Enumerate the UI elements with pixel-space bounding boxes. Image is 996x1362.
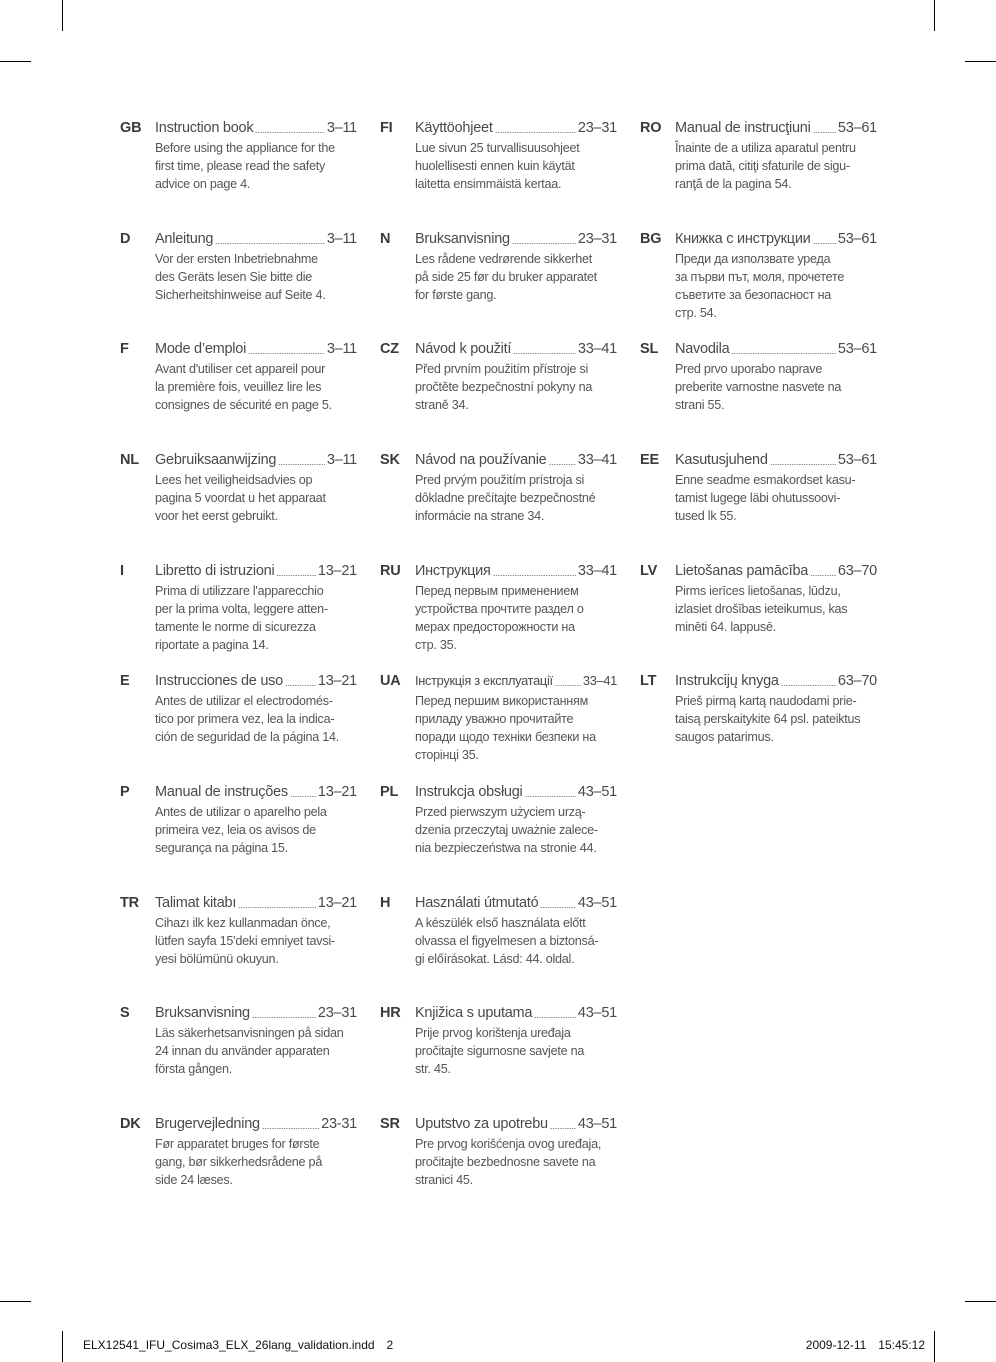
safety-note-line: pagina 5 voordat u het apparaat: [155, 491, 326, 505]
manual-title: Lietošanas pamācība: [675, 563, 809, 579]
page-range: 53–61: [837, 231, 877, 247]
safety-note-line: Před prvním použitím přístroje si: [415, 362, 589, 376]
safety-note-line: tused lk 55.: [675, 509, 737, 523]
safety-note: [675, 250, 844, 322]
page-range: 23-31: [321, 1116, 357, 1132]
safety-note-line: Før apparatet bruges for første: [155, 1137, 320, 1151]
safety-note-line: första gången.: [155, 1062, 233, 1076]
language-code: DK: [120, 1116, 141, 1132]
safety-note: [415, 471, 595, 525]
page-range: 33–41: [582, 673, 617, 688]
page-range: 13–21: [317, 784, 357, 800]
dot-leader: [248, 353, 325, 354]
language-code: F: [120, 341, 129, 357]
safety-note-line: Перед першим використанням: [415, 694, 588, 708]
safety-note: [155, 139, 335, 193]
language-code: SK: [380, 452, 400, 468]
footer-page-number: 2: [386, 1338, 394, 1352]
dot-leader: [781, 685, 836, 686]
crop-mark-top-left-vertical: [62, 0, 63, 31]
safety-note-line: Pred prvo uporabo naprave: [675, 362, 823, 376]
page-range: 13–21: [317, 563, 357, 579]
safety-note-line: izlasiet drošības ieteikumus, kas: [675, 602, 848, 616]
safety-note-line: Cihazı ilk kez kullanmadan önce,: [155, 916, 331, 930]
safety-note-line: des Geräts lesen Sie bitte die: [155, 270, 313, 284]
page-range: 3–11: [326, 120, 357, 136]
safety-note-line: tico por primera vez, lea la indica-: [155, 712, 335, 726]
safety-note-line: A készülék első használata előtt: [415, 916, 586, 930]
dot-leader: [512, 243, 576, 244]
toc-title-row: [415, 1115, 617, 1133]
safety-note: [155, 692, 339, 746]
safety-note-line: strani 55.: [675, 398, 725, 412]
manual-title: Instruction book: [155, 120, 254, 136]
toc-title-row: [675, 562, 877, 580]
manual-title: Uputstvo za upotrebu: [415, 1116, 548, 1132]
toc-title-row: [155, 783, 357, 801]
safety-note: [415, 692, 596, 764]
safety-note-line: side 24 læses.: [155, 1173, 233, 1187]
page-range: 63–70: [837, 673, 877, 689]
safety-note-line: for første gang.: [415, 288, 497, 302]
page-range: 43–51: [577, 895, 617, 911]
language-code: N: [380, 231, 391, 247]
safety-note-line: advice on page 4.: [155, 177, 251, 191]
safety-note-line: 24 innan du använder apparaten: [155, 1044, 330, 1058]
page-range: 13–21: [317, 895, 357, 911]
language-code: S: [120, 1005, 130, 1021]
safety-note-line: huolellisesti ennen kuin käytät: [415, 159, 575, 173]
safety-note-line: preberite varnostne nasvete na: [675, 380, 842, 394]
safety-note-line: gang, bør sikkerhedsrådene på: [155, 1155, 323, 1169]
safety-note-line: gi előírásokat. Lásd: 44. oldal.: [415, 952, 575, 966]
dot-leader: [549, 464, 576, 465]
safety-note-line: segurança na página 15.: [155, 841, 288, 855]
safety-note-line: nia bezpieczeństwa na stronie 44.: [415, 841, 597, 855]
manual-title: Инструкция: [415, 563, 491, 579]
toc-title-row: [155, 1004, 357, 1022]
language-code: H: [380, 895, 391, 911]
language-code: GB: [120, 120, 142, 136]
safety-note-line: съветите за безопасност на: [675, 288, 832, 302]
manual-title: Brugervejledning: [155, 1116, 260, 1132]
manual-title: Manual de instruções: [155, 784, 288, 800]
page-range: 23–31: [317, 1005, 357, 1021]
safety-note-line: lütfen sayfa 15'deki emniyet tavsi-: [155, 934, 335, 948]
safety-note-line: tamist lugege läbi ohutussoovi-: [675, 491, 841, 505]
page-range: 53–61: [837, 341, 877, 357]
safety-note-line: за първи път, моля, прочетете: [675, 270, 845, 284]
safety-note-line: Vor der ersten Inbetriebnahme: [155, 252, 318, 266]
safety-note-line: informácie na strane 34.: [415, 509, 545, 523]
manual-title: Manual de instrucţiuni: [675, 120, 811, 136]
safety-note: [155, 803, 327, 857]
language-code: LV: [640, 563, 658, 579]
dot-leader: [290, 796, 316, 797]
toc-title-row: [155, 562, 357, 580]
manual-title: Інструкція з експлуатації: [415, 673, 553, 688]
safety-note: [155, 1135, 322, 1189]
dot-leader: [252, 1017, 316, 1018]
language-code: CZ: [380, 341, 399, 357]
safety-note: [415, 139, 579, 193]
dot-leader: [770, 464, 836, 465]
safety-note: [155, 582, 328, 654]
safety-note-line: first time, please read the safety: [155, 159, 325, 173]
dot-leader: [540, 907, 576, 908]
safety-note-line: per la prima volta, leggere atten-: [155, 602, 328, 616]
manual-title: Talimat kitabı: [155, 895, 237, 911]
footer-timestamp: [806, 1337, 925, 1353]
dot-leader: [495, 132, 576, 133]
safety-note: [415, 803, 598, 857]
language-code: LT: [640, 673, 657, 689]
toc-title-row: [415, 1004, 617, 1022]
safety-note-line: устройства прочтите раздел о: [415, 602, 584, 616]
footer-date: 2009-12-11: [805, 1338, 867, 1352]
safety-note-line: приладу уважно прочитайте: [415, 712, 574, 726]
safety-note: [155, 1024, 343, 1078]
safety-note-line: ranţă de la pagina 54.: [675, 177, 792, 191]
safety-note-line: str. 45.: [415, 1062, 451, 1076]
toc-title-row: [415, 230, 617, 248]
manual-title: Gebruiksaanwijzing: [155, 452, 277, 468]
safety-note: [155, 360, 332, 414]
safety-note-line: Prima di utilizzare l'apparecchio: [155, 584, 324, 598]
safety-note-line: Przed pierwszym użyciem urzą-: [415, 805, 586, 819]
toc-title-row: [675, 230, 877, 248]
language-code: TR: [120, 895, 139, 911]
safety-note-line: pročtěte bezpečnostní pokyny na: [415, 380, 593, 394]
toc-title-row: [675, 672, 877, 690]
safety-note: [155, 914, 335, 968]
page-range: 53–61: [837, 120, 877, 136]
toc-title-row: [155, 894, 357, 912]
safety-note-line: Antes de utilizar o aparelho pela: [155, 805, 327, 819]
safety-note-line: Pre prvog korišćenja ovog uređaja,: [415, 1137, 602, 1151]
manual-title: Instrukcijų knyga: [675, 673, 779, 689]
safety-note-line: сторінці 35.: [415, 748, 479, 762]
safety-note-line: стр. 35.: [415, 638, 457, 652]
language-code: I: [120, 563, 124, 579]
safety-note-line: Lees het veiligheidsadvies op: [155, 473, 313, 487]
page-range: 53–61: [837, 452, 877, 468]
manual-title: Käyttöohjeet: [415, 120, 493, 136]
safety-note-line: stranici 45.: [415, 1173, 473, 1187]
safety-note: [675, 139, 856, 193]
language-code: RO: [640, 120, 662, 136]
manual-title: Bruksanvisning: [155, 1005, 250, 1021]
safety-note-line: minēti 64. lappusē.: [675, 620, 776, 634]
safety-note-line: prima dată, citiţi sfaturile de sigu-: [675, 159, 850, 173]
toc-title-row: [675, 119, 877, 137]
toc-title-row: [675, 451, 877, 469]
page-range: 43–51: [577, 784, 617, 800]
dot-leader: [255, 132, 324, 133]
safety-note-line: straně 34.: [415, 398, 469, 412]
dot-leader: [555, 685, 581, 686]
dot-leader: [534, 1017, 576, 1018]
dot-leader: [525, 796, 576, 797]
dot-leader: [262, 1128, 319, 1129]
dot-leader: [278, 464, 325, 465]
language-code: PL: [380, 784, 399, 800]
dot-leader: [810, 575, 836, 576]
dot-leader: [493, 575, 576, 576]
language-code: FI: [380, 120, 393, 136]
crop-mark-top-right-vertical: [934, 0, 935, 31]
language-code: HR: [380, 1005, 401, 1021]
manual-title: Anleitung: [155, 231, 214, 247]
safety-note-line: dôkladne prečítajte bezpečnostné: [415, 491, 596, 505]
footer-time: 15:45:12: [878, 1338, 925, 1352]
dot-leader: [550, 1128, 576, 1129]
manual-title: Bruksanvisning: [415, 231, 510, 247]
toc-title-row: [415, 783, 617, 801]
manual-title: Návod k použití: [415, 341, 512, 357]
crop-mark-top-right-horizontal: [965, 61, 996, 62]
crop-mark-bottom-right-horizontal: [965, 1301, 996, 1302]
safety-note-line: tamente le norme di sicurezza: [155, 620, 316, 634]
dot-leader: [731, 353, 836, 354]
safety-note-line: Les rådene vedrørende sikkerhet: [415, 252, 593, 266]
toc-title-row: [155, 1115, 357, 1133]
safety-note-line: Prije prvog korištenja uređaja: [415, 1026, 571, 1040]
safety-note-line: Antes de utilizar el electrodomés-: [155, 694, 333, 708]
page-range: 23–31: [577, 120, 617, 136]
safety-note-line: Before using the appliance for the: [155, 141, 335, 155]
page-range: 3–11: [326, 341, 357, 357]
dot-leader: [238, 907, 316, 908]
language-code: BG: [640, 231, 662, 247]
page-range: 13–21: [317, 673, 357, 689]
toc-title-row: [155, 119, 357, 137]
language-code: EE: [640, 452, 659, 468]
dot-leader: [276, 575, 316, 576]
manual-title: Návod na používanie: [415, 452, 547, 468]
page-range: 3–11: [326, 452, 357, 468]
safety-note-line: стр. 54.: [675, 306, 717, 320]
safety-note-line: riportate a pagina 14.: [155, 638, 269, 652]
crop-mark-bottom-left-horizontal: [0, 1301, 31, 1302]
page-range: 63–70: [837, 563, 877, 579]
safety-note-line: Pred prvým použitím prístroja si: [415, 473, 585, 487]
safety-note-line: pročitajte bezbednosne savete na: [415, 1155, 596, 1169]
manual-title: Книжка с инструкции: [675, 231, 811, 247]
safety-note-line: Pirms ierīces lietošanas, lūdzu,: [675, 584, 841, 598]
safety-note: [415, 1024, 584, 1078]
footer-filename: ELX12541_IFU_Cosima3_ELX_26lang_validation.indd: [83, 1338, 375, 1352]
safety-note: [675, 692, 860, 746]
safety-note-line: på side 25 før du bruker apparatet: [415, 270, 597, 284]
safety-note: [675, 360, 841, 414]
page-range: 33–41: [577, 341, 617, 357]
language-code: UA: [380, 673, 401, 689]
toc-title-row: [415, 894, 617, 912]
language-code: SR: [380, 1116, 400, 1132]
crop-mark-top-left-horizontal: [0, 61, 31, 62]
manual-title: Használati útmutató: [415, 895, 539, 911]
dot-leader: [215, 243, 325, 244]
page-range: 33–41: [577, 452, 617, 468]
safety-note-line: Lue sivun 25 turvallisuusohjeet: [415, 141, 580, 155]
safety-note-line: taisą perskaitykite 64 psl. pateiktus: [675, 712, 861, 726]
safety-note-line: yesi bölümünü okuyun.: [155, 952, 279, 966]
toc-title-row: [415, 672, 617, 690]
page-range: 3–11: [326, 231, 357, 247]
safety-note-line: Prieš pirmą kartą naudodami prie-: [675, 694, 857, 708]
safety-note: [675, 582, 847, 636]
dot-leader: [813, 132, 836, 133]
manual-title: Kasutusjuhend: [675, 452, 768, 468]
toc-title-row: [155, 451, 357, 469]
page-range: 43–51: [577, 1005, 617, 1021]
safety-note-line: поради щодо техніки безпеки на: [415, 730, 596, 744]
safety-note-line: laitetta ensimmäistä kertaa.: [415, 177, 562, 191]
toc-title-row: [155, 230, 357, 248]
safety-note-line: Sicherheitshinweise auf Seite 4.: [155, 288, 326, 302]
safety-note: [415, 582, 584, 654]
language-code: NL: [120, 452, 139, 468]
safety-note-line: ción de seguridad de la página 14.: [155, 730, 340, 744]
safety-note-line: Enne seadme esmakordset kasu-: [675, 473, 856, 487]
toc-title-row: [415, 119, 617, 137]
safety-note-line: Avant d'utiliser cet appareil pour: [155, 362, 326, 376]
safety-note-line: olvassa el figyelmesen a biztonsá-: [415, 934, 599, 948]
manual-title: Libretto di istruzioni: [155, 563, 275, 579]
language-code: P: [120, 784, 130, 800]
safety-note: [415, 914, 598, 968]
dot-leader: [513, 353, 576, 354]
safety-note-line: consignes de sécurité en page 5.: [155, 398, 332, 412]
language-code: D: [120, 231, 131, 247]
language-code: E: [120, 673, 130, 689]
language-code: SL: [640, 341, 659, 357]
page-range: 23–31: [577, 231, 617, 247]
safety-note-line: saugos patarimus.: [675, 730, 774, 744]
safety-note-line: dzenia przeczytaj uważnie zalece-: [415, 823, 598, 837]
toc-title-row: [155, 672, 357, 690]
page-range: 43–51: [577, 1116, 617, 1132]
toc-title-row: [415, 451, 617, 469]
language-code: RU: [380, 563, 401, 579]
safety-note: [415, 1135, 601, 1189]
manual-title: Instrucciones de uso: [155, 673, 283, 689]
dot-leader: [285, 685, 316, 686]
safety-note-line: primeira vez, leia os avisos de: [155, 823, 316, 837]
safety-note-line: Înainte de a utiliza aparatul pentru: [675, 141, 856, 155]
safety-note-line: Läs säkerhetsanvisningen på sidan: [155, 1026, 344, 1040]
page-range: 33–41: [577, 563, 617, 579]
toc-title-row: [155, 340, 357, 358]
safety-note-line: мерах предосторожности на: [415, 620, 575, 634]
crop-mark-bottom-right-vertical: [934, 1331, 935, 1362]
manual-title: Knjižica s uputama: [415, 1005, 533, 1021]
safety-note-line: Перед первым применением: [415, 584, 579, 598]
safety-note: [155, 471, 326, 525]
manual-title: Instrukcja obsługi: [415, 784, 523, 800]
safety-note-line: Преди да използвате уреда: [675, 252, 831, 266]
safety-note: [415, 360, 592, 414]
safety-note: [675, 471, 855, 525]
manual-title: Mode d’emploi: [155, 341, 247, 357]
crop-mark-bottom-left-vertical: [62, 1331, 63, 1362]
toc-title-row: [415, 340, 617, 358]
manual-title: Navodila: [675, 341, 730, 357]
footer-file-info: [83, 1337, 393, 1353]
dot-leader: [813, 243, 836, 244]
safety-note-line: voor het eerst gebruikt.: [155, 509, 278, 523]
toc-title-row: [415, 562, 617, 580]
toc-title-row: [675, 340, 877, 358]
safety-note: [415, 250, 597, 304]
safety-note: [155, 250, 326, 304]
safety-note-line: pročitajte sigurnosne savjete na: [415, 1044, 585, 1058]
safety-note-line: la première fois, veuillez lire les: [155, 380, 322, 394]
